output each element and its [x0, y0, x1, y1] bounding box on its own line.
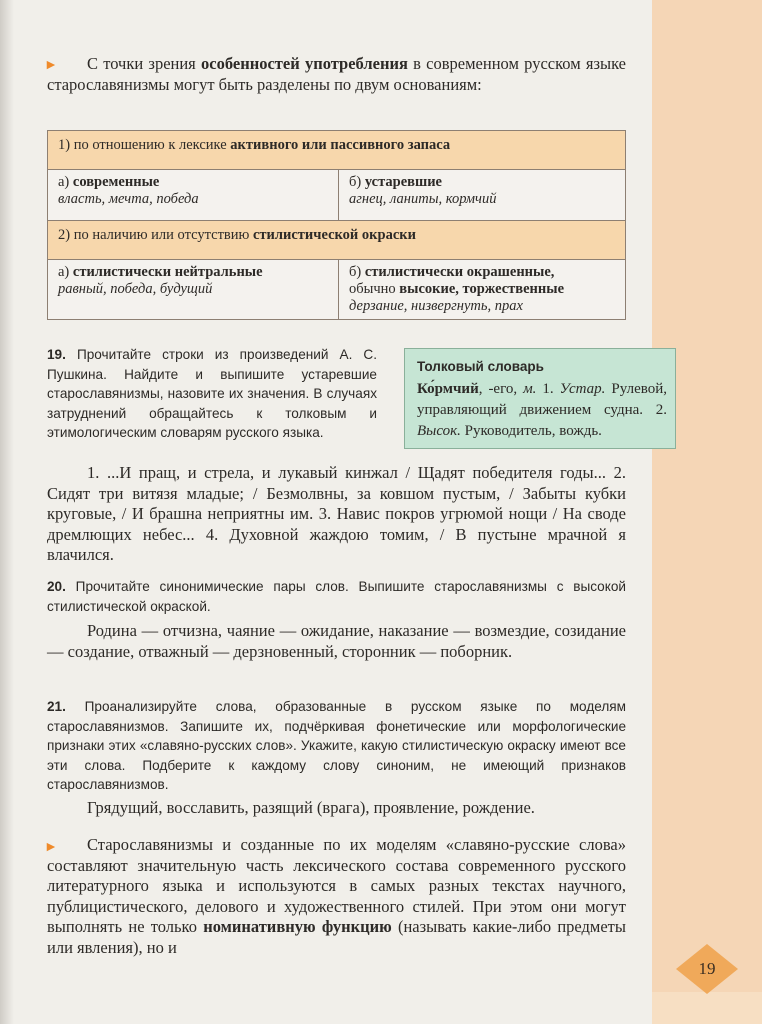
table-row — [48, 170, 626, 221]
exercise-20-task: 20. Прочитайте синонимические пары слов. Выпишите старославянизмы с высокой стилистической окраской. — [47, 579, 626, 614]
arrow-marker-icon: ► — [44, 840, 58, 855]
table-header-2: 2) по наличию или отсутствию стилистической окраски — [48, 221, 626, 260]
table-cell-neutral: а) стилистически нейтральные равный, победа, будущий — [48, 260, 339, 320]
dictionary-box — [404, 348, 676, 449]
arrow-marker-icon: ► — [44, 58, 58, 73]
page-gutter — [0, 0, 14, 1024]
intro-paragraph: С точки зрения особенностей употребления в современном русском языке старославянизмы могут быть разделены по двум основаниям: — [47, 54, 626, 94]
dictionary-entry: Ко́рмчий, -его, м. 1. Устар. Рулевой, управляющий движением судна. 2. Высок. Руководитель, вождь. — [417, 381, 667, 439]
page-number: 19 — [698, 959, 716, 978]
exercise-21-words: Грядущий, восславить, разящий (врага), проявление, рождение. — [87, 798, 535, 817]
exercise-19-poem: 1. ...И пращ, и стрела, и лукавый кинжал / Щадят победителя годы... 2. Сидят три витязя младые; / Безмолвны, за ковшом пустым, / Забыты кубки круговые, / И брашна неприятны им. 3. Навис покров угрюмой нощи / На своде дремлющих небес... 4. Духовной жаждою томим, / В пустыне мрачной я влачился. — [47, 463, 626, 564]
exercise-20-words: Родина — отчизна, чаяние — ожидание, наказание — возмездие, созидание — создание, отважный — дерзновенный, сторонник — поборник. — [47, 621, 626, 661]
table-cell-obsolete: б) устаревшие агнец, ланиты, кормчий — [339, 170, 626, 221]
dictionary-title: Толковый словарь — [417, 359, 544, 374]
table-row — [48, 221, 626, 260]
closing-paragraph: Старославянизмы и созданные по их моделям «славяно-русские слова» составляют значительную часть лексического состава современного русского литературного языка и используются в самых разных текстах научного, публицистического, делового и художественного стилей. При этом они могут выполнять не только номинативную функцию (называть какие-либо предметы или явления), но и — [47, 835, 626, 957]
side-strip-bottom-band — [652, 992, 762, 1024]
table-row — [48, 260, 626, 320]
table-row — [48, 131, 626, 170]
table-cell-colored: б) стилистически окрашенные, обычно высокие, торжественные дерзание, низвергнуть, прах — [339, 260, 626, 320]
exercise-21-task: 21. Проанализируйте слова, образованные в русском языке по моделям старославянизмов. Запишите их, подчёркивая фонетические или морфологические признаки этих «славяно-русских слов». Укажите, какую стилистическую окраску имеют все эти слова. Подберите к каждому слову синоним, не имеющий признаков старославянизмов. — [47, 699, 627, 792]
table-header-1: 1) по отношению к лексике активного или пассивного запаса — [48, 131, 626, 170]
page-number-badge — [676, 944, 738, 994]
exercise-19-task: 19. Прочитайте строки из произведений А. С. Пушкина. Найдите и выпишите устаревшие старославянизмы, назовите их значения. В случаях затруднений обращайтесь к толковым и этимологическим словарям русского языка. — [47, 347, 377, 440]
classification-table — [47, 130, 626, 320]
side-margin-strip — [652, 0, 762, 1024]
table-cell-modern: а) современные власть, мечта, победа — [48, 170, 339, 221]
